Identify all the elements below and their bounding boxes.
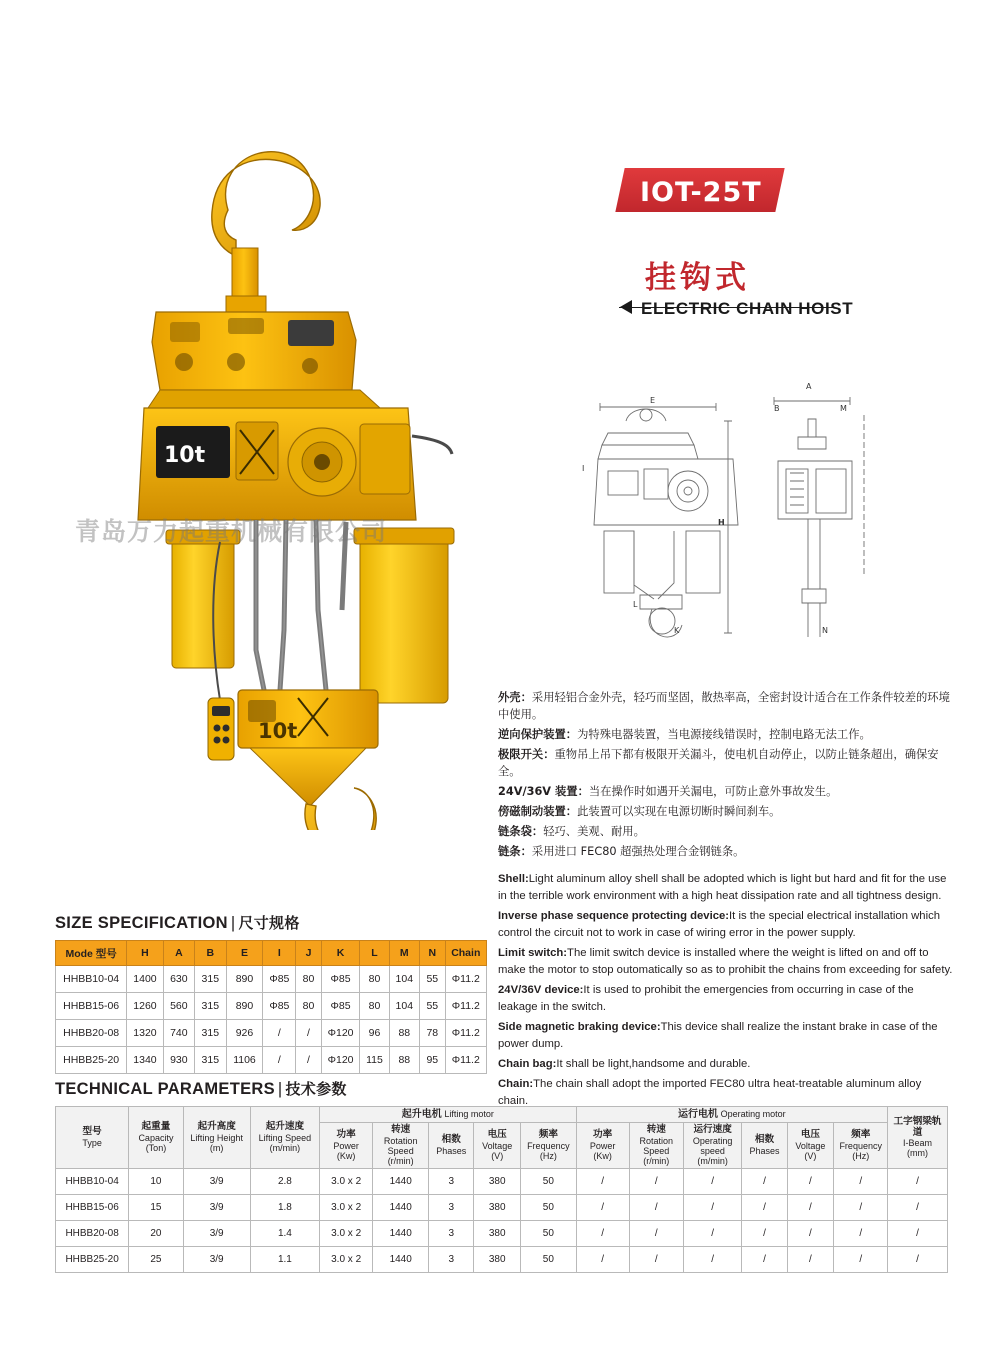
size-col-b: B [195,941,226,966]
tech-group-lifting-motor: 起升电机 Lifting motor [320,1107,576,1123]
size-cell: 1260 [127,993,163,1020]
tech-col-lift-phases: 相数 Phases [429,1123,474,1169]
tech-cell: 25 [129,1247,183,1273]
size-cell: Φ11.2 [445,1020,486,1047]
size-cell: 560 [163,993,194,1020]
hoist-upper-body [148,312,380,408]
top-hook-graphic [212,152,320,312]
desc-cn-1: 逆向保护装置：为特殊电器装置，当电源接线错误时，控制电路无法工作。 [498,727,871,741]
size-cell: 80 [296,966,322,993]
tech-cell: / [888,1247,948,1273]
tech-cell: / [683,1195,742,1221]
size-cell: 88 [389,1020,419,1047]
size-cell: 96 [360,1020,389,1047]
desc-en-1: Inverse phase sequence protecting device:It is the special electrical installation which control the circuit not to work in case of wiring error in the power supply. [498,910,941,940]
tech-cell: 3/9 [183,1247,250,1273]
dim-label-a: A [806,382,812,391]
photo-capacity-label-lower: 10t [258,719,298,743]
model-label: IOT-25T [640,177,762,208]
desc-en-6: Chain:The chain shall adopt the imported FEC80 ultra heat-treatable aluminum alloy chain. [498,1077,922,1107]
tech-cell: 3 [429,1221,474,1247]
tech-cell: 3 [429,1169,474,1195]
tech-col-ibeam: 工字钢梁轨道 I-Beam (mm) [888,1107,948,1169]
size-cell: Φ85 [263,993,296,1020]
tech-col-type: 型号 Type [56,1107,129,1169]
tech-cell: / [834,1221,888,1247]
tech-col-op-frequency: 频率 Frequency (Hz) [834,1123,888,1169]
lower-hook-block [238,690,378,830]
size-cell: 80 [360,993,389,1020]
tech-cell: / [787,1169,834,1195]
tech-cell: / [888,1195,948,1221]
desc-en-0: Shell:Light aluminum alloy shell shall be adopted which is light but hard and fit for the use in the terrible work environment with a high heat dissipation rate and all tightness design. [498,873,947,903]
size-cell: / [296,1047,322,1074]
table-row [56,966,487,993]
desc-cn-4: 傍磁制动装置：此装置可以实现在电源切断时瞬间刹车。 [498,804,781,818]
size-cell: Φ120 [321,1047,360,1074]
size-cell: 630 [163,966,194,993]
size-col-h: H [127,941,163,966]
size-cell: Φ85 [321,993,360,1020]
tech-cell: 2.8 [250,1169,319,1195]
size-cell: 78 [420,1020,446,1047]
tech-cell: 20 [129,1221,183,1247]
size-table-header-row [56,941,487,966]
product-title-cn: 挂钩式 [645,260,750,296]
desc-cn-3: 24V/36V 装置：当在操作时如遇开关漏电，可防止意外事故发生。 [498,784,838,798]
tech-cell: / [888,1169,948,1195]
tech-cell: / [576,1169,629,1195]
size-col-j: J [296,941,322,966]
tech-cell: / [576,1195,629,1221]
tech-col-op-phases: 相数 Phases [742,1123,787,1169]
size-cell: 95 [420,1047,446,1074]
tech-cell: 1440 [373,1221,429,1247]
dim-label-b: B [774,404,780,413]
table-row [56,1020,487,1047]
size-cell: 1400 [127,966,163,993]
tech-cell: 380 [474,1169,521,1195]
technical-drawings [578,375,948,655]
size-cell: / [296,1020,322,1047]
size-cell: Φ85 [263,966,296,993]
tech-cell: / [834,1169,888,1195]
tech-cell: / [683,1247,742,1273]
size-col-chain: Chain [445,941,486,966]
size-cell: / [263,1047,296,1074]
tech-cell: / [629,1195,683,1221]
tech-cell: / [888,1221,948,1247]
size-cell: 80 [360,966,389,993]
company-watermark: 青岛万力起重机械有限公司 [75,517,388,546]
tech-cell: 3/9 [183,1195,250,1221]
size-cell: 104 [389,993,419,1020]
tech-cell: 3/9 [183,1169,250,1195]
size-col-e: E [226,941,263,966]
size-cell: 315 [195,1047,226,1074]
tech-cell: 380 [474,1195,521,1221]
size-cell: 315 [195,993,226,1020]
dim-label-l: L [633,600,638,609]
product-photo [60,90,490,830]
desc-cn-6: 链条：采用进口 FEC80 超强热处理合金钢链条。 [498,844,745,858]
tech-cell: HHBB15-06 [56,1195,129,1221]
size-cell: 115 [360,1047,389,1074]
size-cell: 1340 [127,1047,163,1074]
tech-cell: 3 [429,1195,474,1221]
size-cell: Φ85 [321,966,360,993]
size-cell: 890 [226,966,263,993]
size-cell: HHBB15-06 [56,993,127,1020]
desc-en-3: 24V/36V device:It is used to prohibit the emergencies from occurring in case of the leakage in the switch. [498,984,914,1013]
size-cell: 315 [195,1020,226,1047]
size-heading-cn: 尺寸规格 [238,914,300,932]
tech-cell: 3/9 [183,1221,250,1247]
tech-col-lift-power: 功率 Power (Kw) [320,1123,373,1169]
tech-col-lift-voltage: 电压 Voltage (V) [474,1123,521,1169]
tech-col-lifting-speed: 起升速度 Lifting Speed (m/min) [250,1107,319,1169]
hoist-main-body [138,408,452,520]
tech-col-op-power: 功率 Power (Kw) [576,1123,629,1169]
size-cell: 88 [389,1047,419,1074]
tech-cell: / [742,1195,787,1221]
chain-bag-left [166,530,240,668]
tech-col-op-speed: 运行速度 Operating speed (m/min) [683,1123,742,1169]
table-row [56,1221,948,1247]
desc-en-4: Side magnetic braking device:This device shall realize the instant brake in case of the power dump. [498,1020,938,1050]
tech-cell: / [787,1247,834,1273]
tech-cell: 1440 [373,1169,429,1195]
tech-cell: / [629,1221,683,1247]
tech-cell: HHBB10-04 [56,1169,129,1195]
size-cell: 930 [163,1047,194,1074]
dim-label-k: K [674,626,680,635]
table-row [56,1247,948,1273]
side-view-drawing [774,382,864,637]
tech-cell: / [742,1221,787,1247]
table-row [56,1195,948,1221]
size-col-mode: Mode 型号 [56,941,127,966]
photo-capacity-label-main: 10t [164,443,206,468]
tech-heading-cn: 技术参数 [285,1080,347,1098]
size-cell: HHBB10-04 [56,966,127,993]
size-cell: 1320 [127,1020,163,1047]
size-cell: Φ11.2 [445,1047,486,1074]
tech-cell: / [787,1195,834,1221]
tech-col-lift-rotation: 转速 Rotation Speed (r/min) [373,1123,429,1169]
size-cell: 890 [226,993,263,1020]
size-cell: / [263,1020,296,1047]
size-col-a: A [163,941,194,966]
tech-cell: / [576,1247,629,1273]
size-cell: Φ11.2 [445,966,486,993]
size-specification-table [55,940,487,1074]
tech-cell: 3 [429,1247,474,1273]
size-cell: Φ120 [321,1020,360,1047]
size-col-i: I [263,941,296,966]
dim-label-e: E [650,396,656,405]
tech-cell: / [834,1195,888,1221]
size-cell: 55 [420,966,446,993]
product-description [498,690,953,1113]
tech-col-op-rotation: 转速 Rotation Speed (r/min) [629,1123,683,1169]
size-cell: 1106 [226,1047,263,1074]
tech-col-op-voltage: 电压 Voltage (V) [787,1123,834,1169]
size-cell: 104 [389,966,419,993]
size-heading-en: SIZE SPECIFICATION [55,914,228,932]
tech-heading-divider: | [277,1080,283,1098]
tech-cell: 1.1 [250,1247,319,1273]
tech-group-operating-motor: 运行电机 Operating motor [576,1107,888,1123]
tech-cell: 3.0 x 2 [320,1195,373,1221]
size-cell: 55 [420,993,446,1020]
size-cell: 80 [296,993,322,1020]
size-cell: 740 [163,1020,194,1047]
dim-label-i: I [582,464,585,473]
tech-cell: / [576,1221,629,1247]
size-section-heading [55,912,300,933]
tech-cell: 3.0 x 2 [320,1247,373,1273]
table-row [56,993,487,1020]
tech-col-capacity: 起重量 Capacity (Ton) [129,1107,183,1169]
tech-cell: 1440 [373,1247,429,1273]
desc-cn-0: 外壳：采用轻铝合金外壳，轻巧而坚固，散热率高，全密封设计适合在工作条件较差的环境中使用。 [498,691,950,721]
tech-col-lift-frequency: 频率 Frequency (Hz) [521,1123,576,1169]
size-cell: HHBB20-08 [56,1020,127,1047]
tech-cell: / [742,1247,787,1273]
technical-parameters-table [55,1106,948,1273]
size-cell: HHBB25-20 [56,1047,127,1074]
tech-section-heading [55,1078,347,1099]
tech-cell: 380 [474,1221,521,1247]
tech-cell: / [629,1169,683,1195]
size-heading-divider: | [230,914,236,932]
front-view-drawing [582,396,738,637]
tech-cell: 10 [129,1169,183,1195]
tech-cell: 3.0 x 2 [320,1169,373,1195]
size-col-k: K [321,941,360,966]
size-cell: Φ11.2 [445,993,486,1020]
desc-en-5: Chain bag:It shall be light,handsome and durable. [498,1057,751,1070]
tech-cell: 50 [521,1169,576,1195]
tech-cell: 15 [129,1195,183,1221]
tech-cell: HHBB25-20 [56,1247,129,1273]
tech-cell: / [629,1247,683,1273]
tech-cell: 50 [521,1195,576,1221]
tech-heading-en: TECHNICAL PARAMETERS [55,1080,275,1098]
tech-cell: 380 [474,1247,521,1273]
tech-col-lifting-height: 起升高度 Lifting Height (m) [183,1107,250,1169]
tech-cell: 50 [521,1221,576,1247]
tech-cell: / [742,1169,787,1195]
dim-label-h: H [718,518,725,527]
product-title-en: ELECTRIC CHAIN HOIST [641,299,854,318]
desc-cn-2: 极限开关：重物吊上吊下都有极限开关漏斗，使电机自动停止，以防止链条超出，确保安全。 [498,747,939,778]
size-cell: 926 [226,1020,263,1047]
size-col-l: L [360,941,389,966]
tech-cell: / [683,1169,742,1195]
tech-cell: / [834,1247,888,1273]
tech-group-header-row [56,1107,948,1123]
dim-label-n: N [822,626,828,635]
tech-cell: 50 [521,1247,576,1273]
desc-cn-5: 链条袋：轻巧、美观、耐用。 [498,824,645,838]
table-row [56,1047,487,1074]
desc-en-2: Limit switch:The limit switch device is installed where the weight is lifted on and off to make the motor to stop outomatically so as to prohibit the chains from exceeding for safety. [498,947,953,977]
tech-cell: 3.0 x 2 [320,1221,373,1247]
size-col-n: N [420,941,446,966]
tech-cell: / [683,1221,742,1247]
tech-cell: / [787,1221,834,1247]
tech-cell: 1.4 [250,1221,319,1247]
size-cell: 315 [195,966,226,993]
tech-cell: 1440 [373,1195,429,1221]
dim-label-m: M [840,404,847,413]
table-row [56,1169,948,1195]
tech-cell: HHBB20-08 [56,1221,129,1247]
tech-cell: 1.8 [250,1195,319,1221]
chain-bag-right [354,528,454,703]
size-col-m: M [389,941,419,966]
